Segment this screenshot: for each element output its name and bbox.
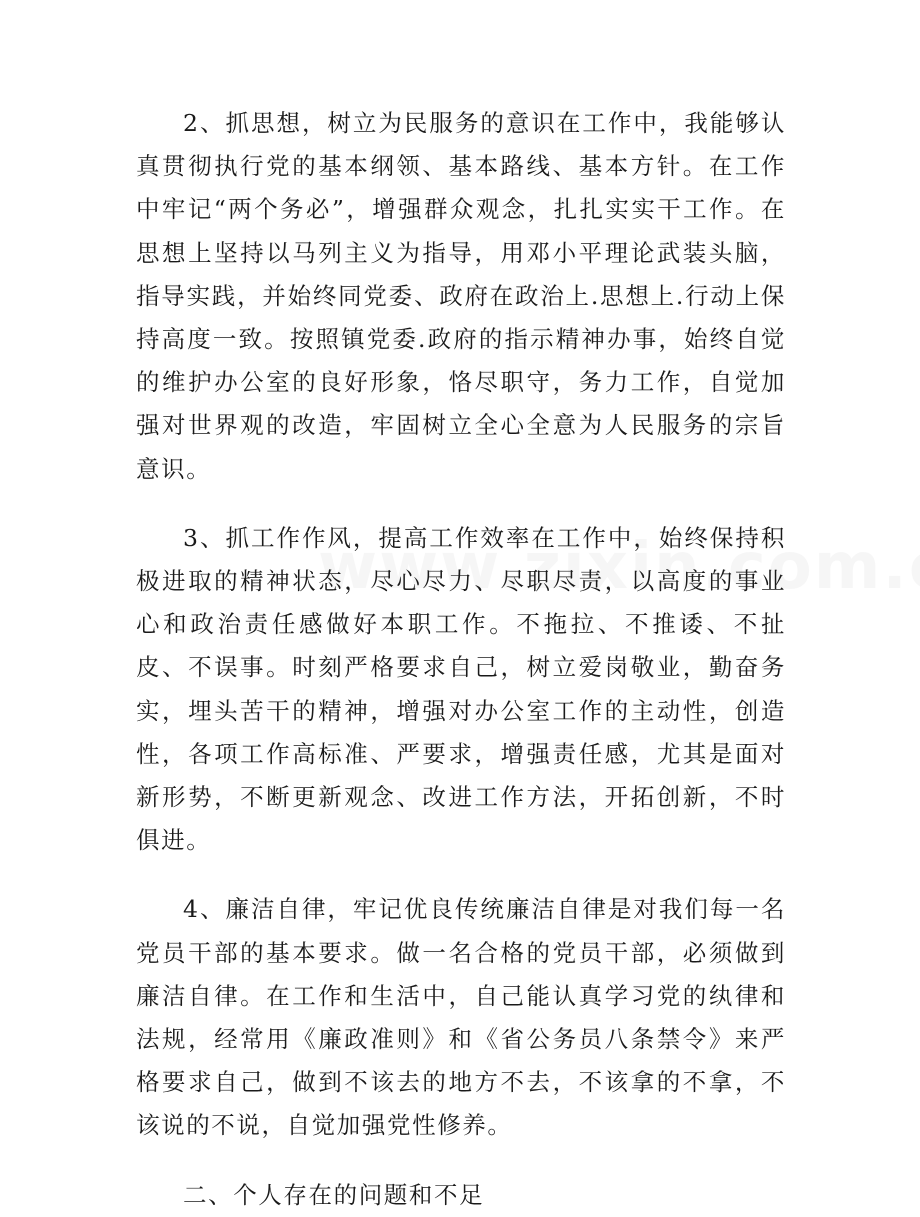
paragraph-item-2: 2、抓思想，树立为民服务的意识在工作中，我能够认真贯彻执行党的基本纲领、基本路线、基本方针。在工作中牢记“两个务必”，增强群众观念，扎扎实实干工作。在思想上坚持以马列主义为指导，用邓小平理论武装头脑，指导实践，并始终同党委、政府在政治上.思想上.行动上保持高度一致。按照镇党委.政府的指示精神办事，始终自觉的维护办公室的良好形象，恪尽职守，务力工作，自觉加强对世界观的改造，牢固树立全心全意为人民服务的宗旨意识。 bbox=[136, 109, 786, 483]
document-body bbox=[136, 102, 786, 1217]
paragraph-item-3: 3、抓工作作风，提高工作效率在工作中，始终保持积极进取的精神状态，尽心尽力、尽职尽责，以高度的事业心和政治责任感做好本职工作。不拖拉、不推诿、不扯皮、不误事。时刻严格要求自己，树立爱岗敬业，勤奋务实，埋头苦干的精神，增强对办公室工作的主动性，创造性，各项工作高标准、严要求，增强责任感，尤其是面对新形势，不断更新观念、改进工作方法，开拓创新，不时俱进。 bbox=[136, 523, 786, 855]
section-heading: 二、个人存在的问题和不足 bbox=[183, 1180, 485, 1209]
paragraph-item-4: 4、廉洁自律，牢记优良传统廉洁自律是对我们每一名党员干部的基本要求。做一名合格的党员干部，必须做到廉洁自律。在工作和生活中，自己能认真学习党的纨律和法规，经常用《廉政准则》和《省公务员八条禁令》来严格要求自己，做到不该去的地方不去，不该拿的不拿，不该说的不说，自觉加强党性修养。 bbox=[136, 895, 786, 1140]
